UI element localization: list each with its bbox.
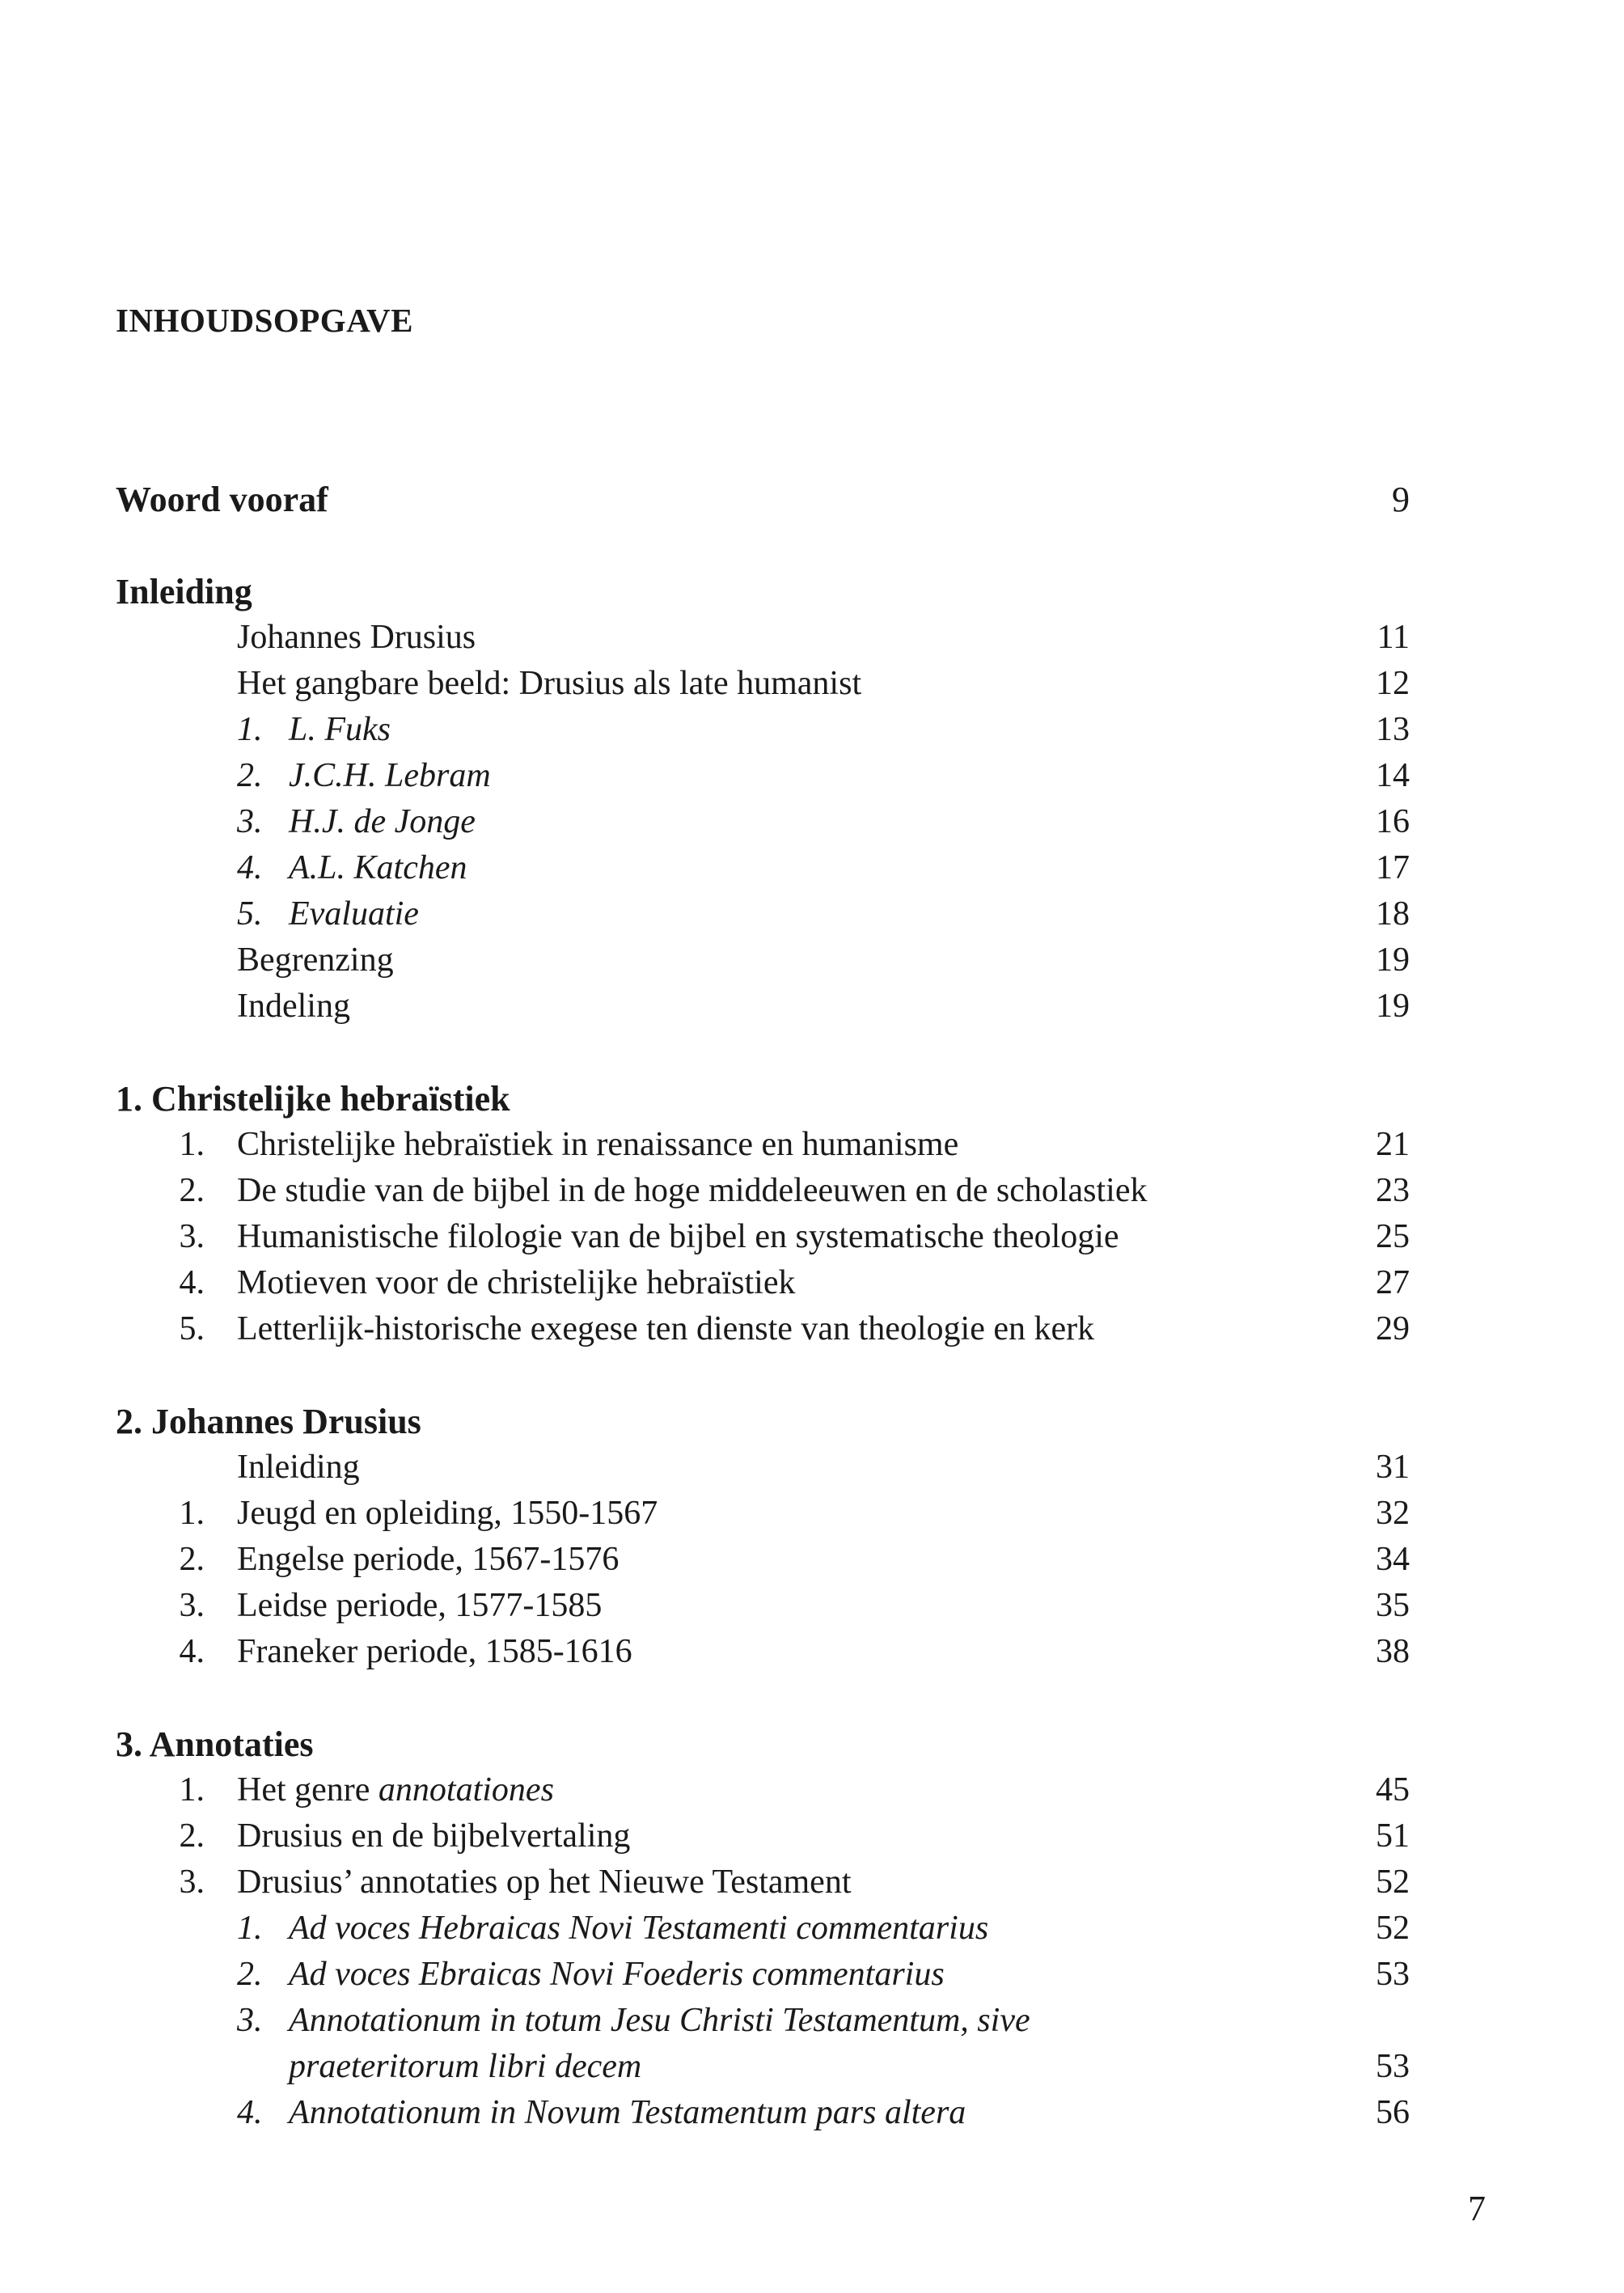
section-page-number [1345, 1722, 1410, 1767]
section-title-text: 1. Christelijke hebraïstiek [116, 1079, 510, 1119]
toc-entry [116, 1537, 1410, 1583]
entry-page-number: 21 [1376, 1126, 1410, 1163]
toc-entry [116, 1767, 1410, 1813]
section-page-number: 9 [1392, 480, 1410, 519]
section-page-number [1345, 1077, 1410, 1122]
entry-number: 1. [179, 1126, 205, 1163]
entry-number: 2. [179, 1541, 205, 1578]
entry-subnumber: 4. [237, 849, 263, 886]
toc-entry [116, 891, 1410, 937]
section-title-text: 2. Johannes Drusius [116, 1402, 421, 1441]
section-title-text: 3. Annotaties [116, 1724, 314, 1764]
toc-entry [116, 661, 1410, 707]
entry-title: 2. J.C.H. Lebram [237, 753, 1345, 799]
entry-title: praeteritorum libri decem [289, 2048, 642, 2085]
entry-title: 5. Evaluatie [237, 891, 1345, 937]
toc-entry [116, 615, 1410, 661]
entry-title: Leidse periode, 1577-1585 [237, 1587, 603, 1624]
section-page-number [1345, 569, 1410, 615]
entry-subnumber: 1. [237, 1910, 263, 1947]
toc-section [116, 477, 1410, 522]
entry-title: De studie van de bijbel in de hoge middeleeuwen en de scholastiek [237, 1172, 1148, 1209]
entry-number: 5. [179, 1310, 205, 1347]
toc-entry [116, 1998, 1410, 2044]
entry-title: Jeugd en opleiding, 1550-1567 [237, 1495, 658, 1532]
page-number: 7 [1468, 2189, 1486, 2228]
toc-entry [116, 707, 1410, 753]
toc-entry [116, 1168, 1410, 1214]
toc-entry [116, 799, 1410, 845]
entry-page-number: 53 [1376, 2048, 1410, 2085]
entry-page-number: 11 [1377, 619, 1410, 656]
entry-page-number: 45 [1376, 1771, 1410, 1809]
toc-section [116, 1399, 1410, 1675]
section-title [116, 477, 1410, 522]
entry-page-number: 31 [1376, 1449, 1410, 1486]
toc-entry [116, 1491, 1410, 1537]
toc-entry [116, 1629, 1410, 1675]
toc-section [116, 1722, 1410, 2136]
section-title-text: Woord vooraf [116, 480, 328, 519]
entry-page-number: 38 [1376, 1633, 1410, 1670]
entry-title: Indeling [237, 988, 350, 1025]
entry-number: 1. [179, 1495, 205, 1532]
toc-entry [116, 753, 1410, 799]
toc-section [116, 1077, 1410, 1352]
entry-page-number: 14 [1376, 757, 1410, 794]
entry-page-number: 18 [1376, 895, 1410, 933]
toc-entry [116, 1952, 1410, 1998]
entry-number: 4. [179, 1264, 205, 1301]
entry-subnumber: 3. [237, 803, 263, 840]
entry-title: Christelijke hebraïstiek in renaissance en humanisme [237, 1126, 959, 1163]
toc-entry [116, 1260, 1410, 1306]
entry-title: 3. H.J. de Jonge [237, 799, 1345, 845]
entry-title: 4. Annotationum in Novum Testamentum pars altera [237, 2090, 1345, 2136]
entry-title: Humanistische filologie van de bijbel en systematische theologie [237, 1218, 1119, 1255]
entry-number: 3. [179, 1218, 205, 1255]
page-heading: INHOUDSOPGAVE [116, 302, 413, 339]
entry-page-number: 23 [1376, 1172, 1410, 1209]
entry-title: Johannes Drusius [237, 619, 476, 656]
entry-title: Begrenzing [237, 941, 394, 979]
toc-entry [116, 1813, 1410, 1859]
toc-entry [116, 1214, 1410, 1260]
entry-title: Motieven voor de christelijke hebraïstiek [237, 1264, 796, 1301]
entry-page-number: 12 [1376, 665, 1410, 702]
entry-page-number: 19 [1376, 988, 1410, 1025]
entry-page-number: 56 [1376, 2094, 1410, 2131]
entry-title: 1. L. Fuks [237, 707, 1345, 753]
toc-entry [116, 937, 1410, 984]
toc-entry [116, 1906, 1410, 1952]
toc-entry [116, 1583, 1410, 1629]
entry-title: Engelse periode, 1567-1576 [237, 1541, 620, 1578]
entry-page-number: 52 [1376, 1910, 1410, 1947]
entry-subnumber: 1. [237, 711, 263, 748]
toc-entry [116, 845, 1410, 891]
entry-subnumber: 4. [237, 2094, 263, 2131]
entry-page-number: 51 [1376, 1817, 1410, 1855]
entry-page-number: 27 [1376, 1264, 1410, 1301]
entry-number: 3. [179, 1864, 205, 1901]
entry-page-number: 35 [1376, 1587, 1410, 1624]
toc-entry [116, 1122, 1410, 1168]
entry-subnumber: 2. [237, 1956, 263, 1993]
entry-page-number: 13 [1376, 711, 1410, 748]
entry-number: 2. [179, 1172, 205, 1209]
toc-entry [116, 2090, 1410, 2136]
entry-title: 4. A.L. Katchen [237, 845, 1345, 891]
toc-entry [116, 984, 1410, 1030]
entry-title: Drusius’ annotaties op het Nieuwe Testament [237, 1864, 852, 1901]
entry-number: 2. [179, 1817, 205, 1855]
section-title [116, 1399, 1410, 1445]
entry-title: 2. Ad voces Ebraicas Novi Foederis commentarius [237, 1952, 1345, 1998]
entry-title: Inleiding [237, 1449, 360, 1486]
entry-page-number: 25 [1376, 1218, 1410, 1255]
entry-page-number: 32 [1376, 1495, 1410, 1532]
section-title-text: Inleiding [116, 572, 252, 611]
entry-title: Het genre annotationes [237, 1771, 554, 1809]
entry-subnumber: 2. [237, 757, 263, 794]
entry-number: 4. [179, 1633, 205, 1670]
entry-page-number: 29 [1376, 1310, 1410, 1347]
entry-title: Franeker periode, 1585-1616 [237, 1633, 632, 1670]
entry-page-number: 16 [1376, 803, 1410, 840]
entry-page-number: 53 [1376, 1956, 1410, 1993]
entry-number: 3. [179, 1587, 205, 1624]
entry-page-number: 17 [1376, 849, 1410, 886]
section-title [116, 1077, 1410, 1122]
table-of-contents [116, 477, 1410, 2183]
entry-title: Het gangbare beeld: Drusius als late humanist [237, 665, 862, 702]
section-page-number [1345, 1399, 1410, 1445]
entry-page-number: 52 [1376, 1864, 1410, 1901]
entry-page-number: 34 [1376, 1541, 1410, 1578]
toc-entry [116, 1306, 1410, 1352]
toc-section [116, 569, 1410, 1030]
entry-title-italic: annotationes [378, 1771, 554, 1809]
toc-entry [116, 2044, 1410, 2090]
entry-title: 3. Annotationum in totum Jesu Christi Testamentum, sive [237, 1998, 1345, 2044]
toc-entry [116, 1859, 1410, 1906]
entry-title: Drusius en de bijbelvertaling [237, 1817, 631, 1855]
entry-page-number: 19 [1376, 941, 1410, 979]
section-title [116, 1722, 1410, 1767]
toc-entry [116, 1445, 1410, 1491]
section-title [116, 569, 1410, 615]
entry-subnumber: 3. [237, 2002, 263, 2039]
entry-title: Letterlijk-historische exegese ten dienste van theologie en kerk [237, 1310, 1095, 1347]
entry-number: 1. [179, 1771, 205, 1809]
entry-subnumber: 5. [237, 895, 263, 933]
entry-title: 1. Ad voces Hebraicas Novi Testamenti commentarius [237, 1906, 1345, 1952]
